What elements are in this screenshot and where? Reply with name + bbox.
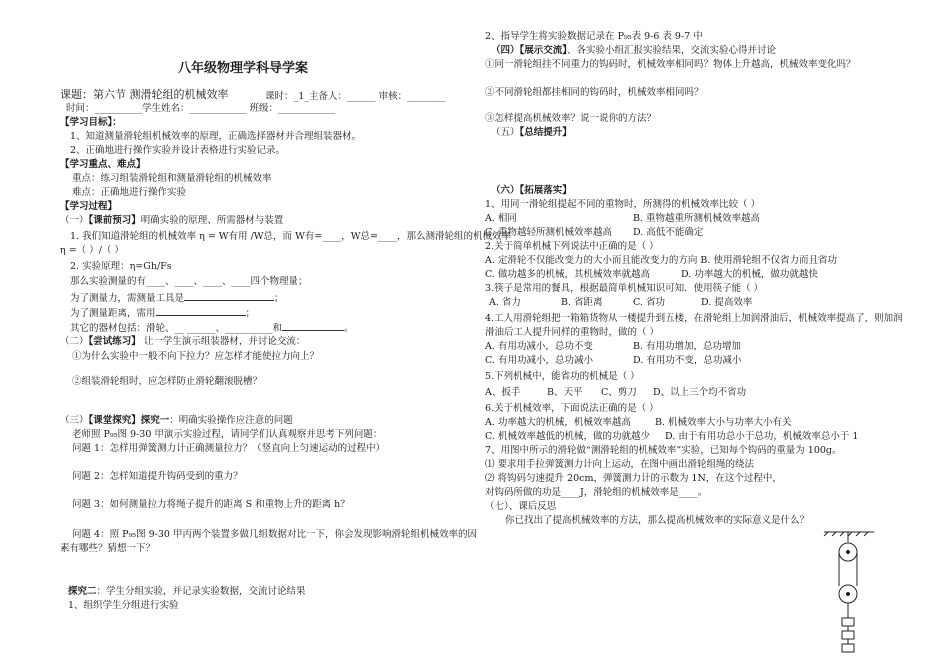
process-header: 【学习过程】 [60, 201, 118, 212]
section-1-q1b: η =（ ）/（ ） [60, 245, 124, 256]
section-1-text: 明确实验的原理、所需器材与装置 [140, 215, 284, 226]
focus-text: 重点：练习组装滑轮组和测量滑轮组的机械效率 [72, 173, 272, 184]
section-3-q2: 问题 2：怎样知道提升钩码受到的重力？ [72, 471, 243, 482]
section-3-num: （三） [60, 415, 89, 426]
weight-block-2 [842, 631, 854, 639]
section-3-q4: 问题 4：照 P₉₅图 9-30 甲丙两个装置多做几组数据对比一下，你会发现影响滑轮组机械效率的因 [72, 529, 477, 540]
question-2-option-c: C. 做功越多的机械，其机械效率就越高 [485, 269, 650, 280]
section-3-q4b: 素有哪些？猜想一下？ [60, 543, 156, 554]
question-6-option-a: A. 功率越大的机械，机械效率越高 [485, 417, 631, 428]
goal-1: 1、知道测量滑轮组机械效率的原理，正确选择器材并合理组装器材。 [70, 131, 362, 142]
page-title: 八年级物理学科导学案 [178, 61, 309, 76]
section-4-label: 【展示交流】 [519, 45, 568, 56]
question-3-option-b: B. 省距离 [561, 297, 603, 308]
hatch [832, 532, 836, 536]
question-5-option-c: C、剪刀 [601, 387, 637, 398]
section-4-text: 、各实验小组汇报实验结果，交流实验心得并讨论 [567, 45, 777, 56]
section-1-q3: 那么实验测量的有____、____、____、____四个物理量； [70, 276, 308, 287]
section-1-q6-text: 其它的器材包括：滑轮、__ ______、__________和 [70, 323, 283, 334]
question-3-option-d: D. 提高效率 [701, 297, 753, 308]
section-2-num: （二） [60, 336, 89, 347]
question-4-option-d: D. 有用功不变，总功减小 [633, 355, 742, 366]
section-1-q5-text: 为了测量距离，需用 [70, 308, 156, 319]
right-item-2: 2、指导学生将实验数据记录在 P₉₅表 9-6 表 9-7 中 [485, 31, 703, 42]
section-4-q2: ②不同滑轮组都挂相同的钩码时，机械效率相同吗？ [485, 87, 704, 98]
section-3-heading [60, 414, 293, 428]
section-3-q3: 问题 3：如何测量拉力将绳子提升的距离 S 和重物上升的距离 h？ [72, 499, 350, 510]
section-3-text: ：明确实验操作应注意的问题 [169, 415, 293, 426]
section-3-label: 【课堂探究】 [88, 415, 141, 426]
section-1-label: 【课前预习】 [88, 215, 141, 226]
explore-2-label: 探究二 [68, 586, 97, 597]
question-6: 6.关于机械效率，下面说法正确的是（ ） [485, 403, 659, 414]
section-1-heading [60, 214, 283, 228]
section-1-q1: 1. 我们知道滑轮组的机械效率 η = W有用 /W总，而 W有=____，W总=____，那么测滑轮组的机械效率 [70, 231, 512, 242]
fixed-pulley-hub [847, 551, 850, 554]
question-4-option-b: B. 有用功增加，总功增加 [633, 341, 742, 352]
explore-2-item-1: 1、组织学生分组进行实验 [68, 600, 179, 611]
question-7-part-2: ⑵ 将钩码匀速提升 20cm，弹簧测力计的示数为 1N，在这个过程中， [485, 473, 782, 484]
goals-header: 【学习目标】： [60, 117, 122, 128]
hatch [824, 532, 828, 536]
explore-2-heading [68, 585, 306, 599]
question-1-option-d: D. 高低不能确定 [633, 227, 704, 238]
question-1-option-a: A. 相同 [485, 213, 517, 224]
hatch [840, 532, 844, 536]
section-1-q4-text: 为了测量力，需测量工具是 [70, 293, 185, 304]
section-7-question: 你已找出了提高机械效率的方法，那么提高机械效率的实际意义是什么？ [505, 515, 810, 526]
question-5-option-a: A、扳手 [485, 387, 521, 398]
section-2-label: 【尝试练习】 [88, 336, 141, 347]
section-6-heading [491, 184, 572, 198]
question-3-option-c: C. 省功 [633, 297, 665, 308]
question-5-option-d: D、以上三个均不省功 [653, 387, 747, 398]
section-4-q3: ③怎样提高机械效率？说一说你的方法？ [485, 113, 657, 124]
weight-block-1 [842, 618, 854, 626]
section-6-label: 【拓展落实】 [519, 185, 572, 196]
course-meta: 课时：_1_主备人：______ 审核：________ [265, 91, 446, 102]
time-line: 时间：__________学生姓名：____________ 班级：____________ [66, 103, 336, 114]
pulley-figure [818, 528, 878, 668]
question-3: 3.筷子是常用的餐具，根据最简单机械知识可知．使用筷子能（ ） [485, 283, 764, 294]
answer-blank[interactable] [184, 290, 274, 301]
section-3-intro: 老师照 P₉₅图 9-30 甲演示实验过程，请同学们认真观察并思考下列问题： [72, 429, 383, 440]
section-1-q2: 2. 实验原理：η=Gh/Fs [70, 261, 172, 272]
answer-blank[interactable] [282, 320, 344, 331]
question-6-option-b: B. 机械效率大小与功率大小有关 [655, 417, 792, 428]
explore-1-label: 探究一 [140, 415, 170, 426]
section-5-num: （五） [491, 127, 520, 138]
section-1-q5: 为了测量距离，需用 ； [70, 305, 255, 321]
question-5-option-b: B、天平 [547, 387, 583, 398]
section-4-heading [491, 44, 776, 58]
hatch [864, 532, 868, 536]
question-4: 4.工人用滑轮组把一箱箱货物从一楼提升到五楼，在滑轮组上加润滑油后，机械效率提高了，则加润 [485, 313, 903, 324]
question-2-option-d: D. 功率越大的机械，做功就越快 [681, 269, 818, 280]
section-7-heading: （七）、课后反思 [485, 501, 557, 512]
section-4-num: （四） [491, 45, 520, 56]
question-1-option-b: B. 重物越重所测机械效率越高 [633, 213, 761, 224]
section-5-label: 【总结提升】 [519, 127, 572, 138]
hatch [848, 532, 852, 536]
question-2-option-a: A. 定滑轮不仅能改变力的大小而且能改变力的方向 B. 使用滑轮组不仅省力而且省功 [485, 255, 837, 266]
explore-2-text: ：学生分组实验，并记录实验数据，交流讨论结果 [96, 586, 306, 597]
question-1-option-c: C. 重物越轻所测机械效率越高 [485, 227, 612, 238]
section-2-text: 让一学生演示组装器材，并讨论交流： [143, 336, 306, 347]
section-2-q1: ①为什么实验中一般不向下拉力？应怎样才能使拉力向上？ [72, 351, 320, 362]
section-6-num: （六） [491, 185, 520, 196]
section-1-num: （一） [60, 215, 89, 226]
section-2-q2: ②组装滑轮组时，应怎样防止滑轮翻滚脱槽？ [72, 376, 263, 387]
question-4-option-a: A. 有用功减小，总功不变 [485, 341, 593, 352]
movable-pulley-hub [847, 593, 850, 596]
answer-blank[interactable] [156, 305, 246, 316]
question-3-option-a: A. 省力 [489, 297, 521, 308]
hatch [856, 532, 860, 536]
question-7-part-1: ⑴ 要求用手拉弹簧测力计向上运动，在图中画出滑轮组绳的绕法 [485, 459, 755, 470]
goal-2: 2、正确地进行操作实验并设计表格进行实验记录。 [70, 145, 286, 156]
section-1-q6: 其它的器材包括：滑轮、__ ______、__________和 。 [70, 320, 354, 336]
question-4b: 滑油后工人提升同样的重物时，做的（ ） [485, 327, 660, 338]
question-5: 5.下列机械中，能省功的机械是（ ） [485, 371, 640, 382]
focus-header: 【学习重点、难点】 [60, 159, 146, 170]
question-6-option-d: D. 由于有用功总小于总功，机械效率总小于 1 [665, 431, 859, 442]
section-1-q4: 为了测量力，需测量工具是 ； [70, 290, 284, 306]
weight-block-3 [842, 644, 854, 652]
question-2: 2.关于简单机械下列说法中正确的是（ ） [485, 241, 659, 252]
difficulty-text: 难点：正确地进行操作实验 [72, 187, 187, 198]
question-6-option-c: C. 机械效率越低的机械，做的功就越少 [485, 431, 650, 442]
question-4-option-c: C. 有用功减小，总功减小 [485, 355, 593, 366]
section-3-q1: 问题 1：怎样用弹簧测力计正确测量拉力？（竖直向上匀速运动的过程中） [72, 443, 386, 454]
question-7-part-3: 对钩码所做的功是____J，滑轮组的机械效率是____。 [485, 487, 708, 498]
section-4-q1: ①同一滑轮组挂不同重力的钩码时，机械效率相同吗？物体上升越高，机械效率变化吗？ [485, 59, 856, 70]
section-5-heading [491, 126, 572, 140]
section-2-heading [60, 335, 305, 349]
question-1: 1、用同一滑轮组提起不同的重物时，所测得的机械效率比较（ ） [485, 199, 761, 210]
course-line: 课题：第六节 测滑轮组的机械效率 [60, 88, 229, 101]
question-7: 7、用图中所示的滑轮做“测滑轮组的机械效率”实验，已知每个钩码的重量为 100g。 [485, 445, 842, 456]
